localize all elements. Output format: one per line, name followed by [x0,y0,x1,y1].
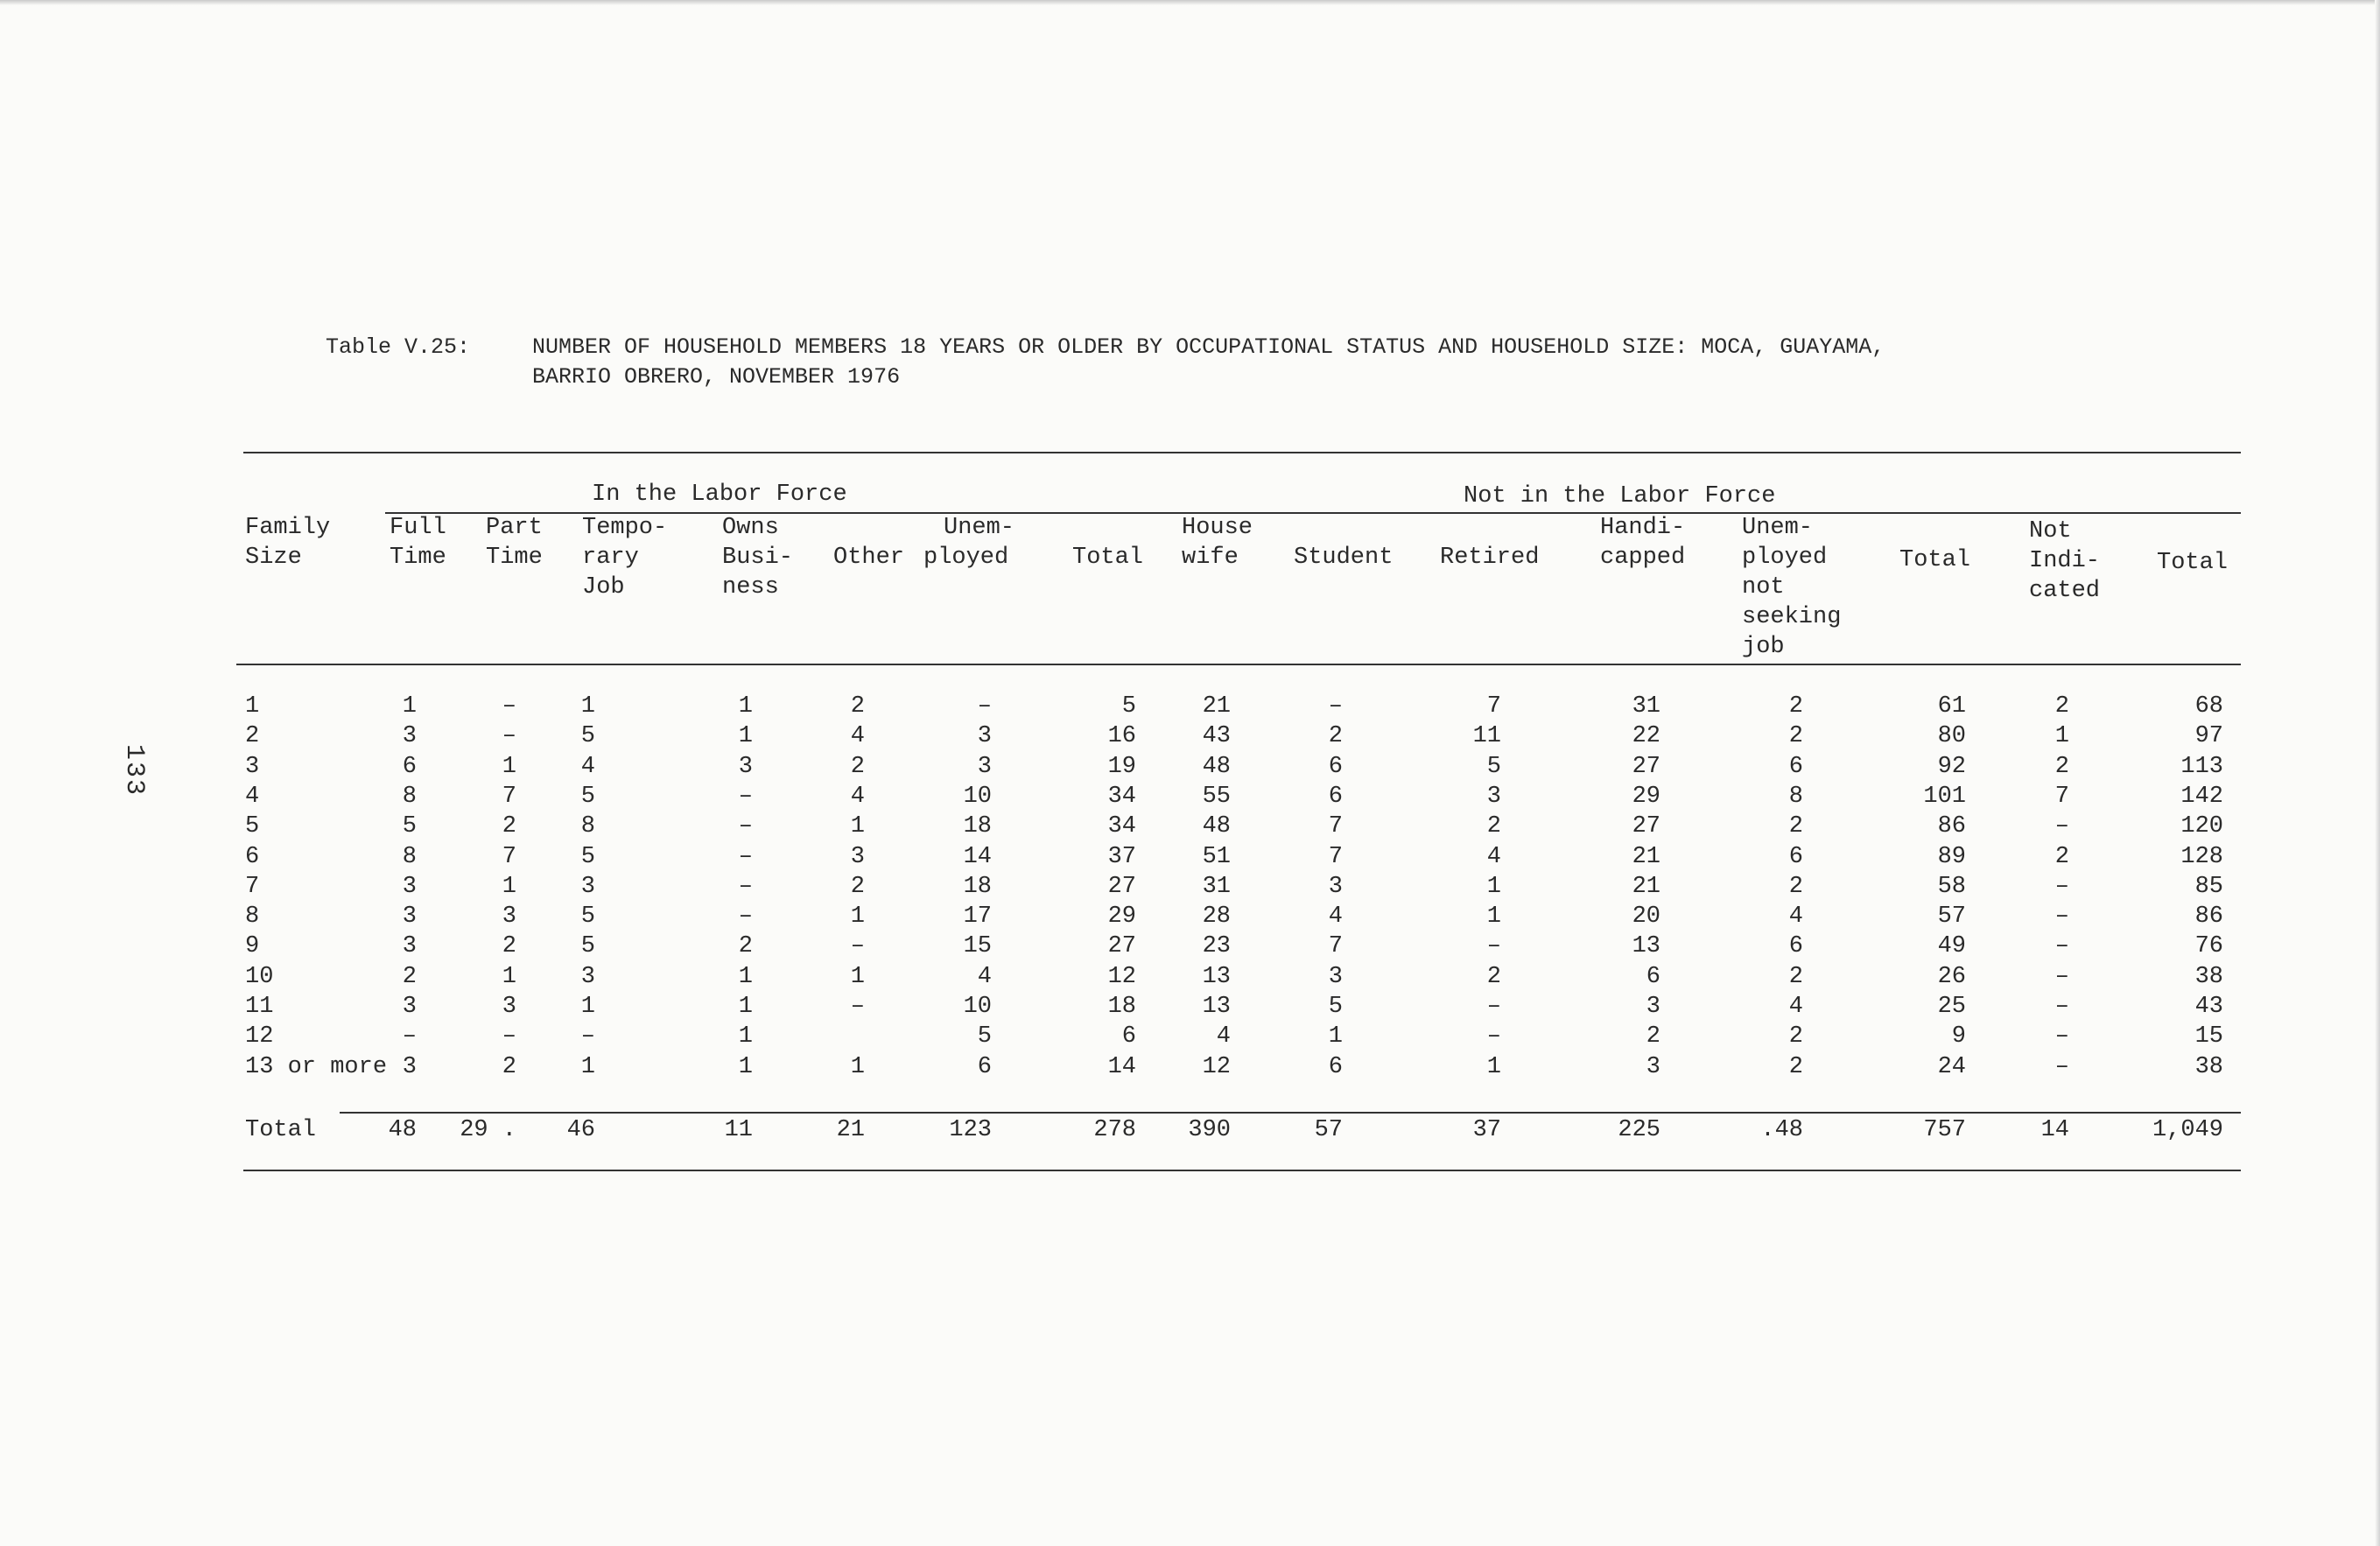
cell-grand-total: 113 [2180,754,2223,780]
total-temporary-job: 46 [566,1117,595,1143]
row-family-size: 7 [245,874,260,900]
cell-grand-total: 142 [2180,784,2223,810]
cell-handicapped: 13 [1632,933,1660,959]
cell-grand-total: 38 [2194,1054,2223,1080]
cell-labor-force-total: 27 [1107,874,1136,900]
cell-unemployed-not-seeking: 2 [1788,813,1803,840]
total-grand-total: 1,049 [2152,1117,2223,1143]
cell-unemployed: 6 [977,1054,992,1080]
cell-unemployed-not-seeking: 6 [1788,754,1803,780]
cell-part-time: – [502,1023,516,1050]
page-number: 133 [119,744,149,798]
cell-part-time: 3 [502,903,516,930]
cell-unemployed-not-seeking: 4 [1788,994,1803,1020]
cell-grand-total: 128 [2180,844,2223,870]
cell-not-labor-force-total: 101 [1923,784,1966,810]
cell-retired: 5 [1486,754,1501,780]
cell-unemployed-not-seeking: 4 [1788,903,1803,930]
cell-full-time: 5 [402,813,417,840]
cell-student: 3 [1328,964,1343,990]
cell-unemployed-not-seeking: 2 [1788,723,1803,749]
cell-other: 1 [850,1054,865,1080]
cell-owns-business: 1 [738,994,753,1020]
cell-other: 2 [850,874,865,900]
row-family-size: 10 [245,964,274,990]
cell-owns-business: – [738,844,753,870]
cell-owns-business: 1 [738,1023,753,1050]
cell-labor-force-total: 19 [1107,754,1136,780]
cell-retired: – [1486,1023,1501,1050]
cell-handicapped: 31 [1632,693,1660,720]
cell-not-indicated: 7 [2054,784,2069,810]
cell-grand-total: 120 [2180,813,2223,840]
cell-not-indicated: – [2054,874,2069,900]
total-full-time: 48 [388,1117,417,1143]
cell-retired: 1 [1486,1054,1501,1080]
total-housewife: 390 [1188,1117,1231,1143]
row-family-size: 8 [245,903,260,930]
cell-not-indicated: 2 [2054,754,2069,780]
row-family-size: 2 [245,723,260,749]
cell-other: 4 [850,723,865,749]
cell-owns-business: – [738,784,753,810]
cell-handicapped: 27 [1632,813,1660,840]
cell-housewife: 31 [1202,874,1231,900]
cell-housewife: 48 [1202,813,1231,840]
cell-part-time: 2 [502,1054,516,1080]
cell-housewife: 55 [1202,784,1231,810]
cell-part-time: 1 [502,754,516,780]
cell-grand-total: 68 [2194,693,2223,720]
cell-not-labor-force-total: 80 [1937,723,1966,749]
page-right-edge [2375,0,2380,1546]
cell-labor-force-total: 37 [1107,844,1136,870]
cell-part-time: 1 [502,874,516,900]
total-unemployed: 123 [949,1117,992,1143]
cell-handicapped: 27 [1632,754,1660,780]
cell-owns-business: – [738,903,753,930]
cell-part-time: 2 [502,813,516,840]
row-family-size: 6 [245,844,260,870]
cell-unemployed: 5 [977,1023,992,1050]
total-not-indicated: 14 [2040,1117,2069,1143]
cell-housewife: 12 [1202,1054,1231,1080]
cell-retired: 1 [1486,874,1501,900]
cell-grand-total: 97 [2194,723,2223,749]
cell-housewife: 43 [1202,723,1231,749]
cell-student: 6 [1328,754,1343,780]
group-heading-not-labor-force: Not in the Labor Force [1464,483,1776,509]
page-top-edge [0,0,2380,5]
table-top-rule [243,452,2241,453]
cell-handicapped: 21 [1632,844,1660,870]
cell-other: 4 [850,784,865,810]
cell-temporary-job: 5 [580,844,595,870]
cell-unemployed: 14 [963,844,992,870]
caption-title-line-2: BARRIO OBRERO, NOVEMBER 1976 [532,364,901,390]
cell-temporary-job: – [580,1023,595,1050]
cell-owns-business: 1 [738,1054,753,1080]
cell-full-time: 3 [402,723,417,749]
cell-not-labor-force-total: 9 [1951,1023,1966,1050]
cell-not-labor-force-total: 86 [1937,813,1966,840]
cell-not-labor-force-total: 26 [1937,964,1966,990]
cell-full-time: – [402,1023,417,1050]
cell-not-labor-force-total: 49 [1937,933,1966,959]
cell-unemployed-not-seeking: 6 [1788,933,1803,959]
cell-retired: 7 [1486,693,1501,720]
cell-housewife: 13 [1202,964,1231,990]
cell-temporary-job: 3 [580,964,595,990]
cell-handicapped: 2 [1646,1023,1660,1050]
cell-housewife: 23 [1202,933,1231,959]
cell-grand-total: 38 [2194,964,2223,990]
cell-housewife: 13 [1202,994,1231,1020]
cell-part-time: – [502,693,516,720]
cell-other: 1 [850,813,865,840]
row-family-size: 13 or more [245,1054,388,1080]
cell-retired: 3 [1486,784,1501,810]
cell-retired: 1 [1486,903,1501,930]
cell-owns-business: – [738,813,753,840]
cell-full-time: 1 [402,693,417,720]
cell-unemployed: 3 [977,754,992,780]
cell-unemployed-not-seeking: 2 [1788,693,1803,720]
cell-not-indicated: – [2054,813,2069,840]
cell-handicapped: 22 [1632,723,1660,749]
row-family-size: 5 [245,813,260,840]
row-family-size: 1 [245,693,260,720]
cell-not-indicated: 2 [2054,693,2069,720]
cell-grand-total: 43 [2194,994,2223,1020]
cell-owns-business: 1 [738,693,753,720]
cell-temporary-job: 1 [580,1054,595,1080]
cell-unemployed-not-seeking: 2 [1788,874,1803,900]
cell-full-time: 3 [402,903,417,930]
cell-temporary-job: 3 [580,874,595,900]
cell-labor-force-total: 27 [1107,933,1136,959]
cell-full-time: 3 [402,933,417,959]
cell-not-indicated: – [2054,1023,2069,1050]
cell-labor-force-total: 29 [1107,903,1136,930]
cell-retired: 11 [1472,723,1501,749]
total-other: 21 [836,1117,865,1143]
cell-temporary-job: 5 [580,933,595,959]
total-retired: 37 [1472,1117,1501,1143]
cell-part-time: 1 [502,964,516,990]
cell-housewife: 28 [1202,903,1231,930]
cell-full-time: 3 [402,874,417,900]
cell-other: 1 [850,964,865,990]
total-not-labor-force-total: 757 [1923,1117,1966,1143]
cell-labor-force-total: 34 [1107,813,1136,840]
cell-full-time: 3 [402,1054,417,1080]
cell-not-labor-force-total: 25 [1937,994,1966,1020]
cell-temporary-job: 8 [580,813,595,840]
cell-labor-force-total: 5 [1121,693,1136,720]
cell-temporary-job: 5 [580,903,595,930]
cell-housewife: 4 [1216,1023,1231,1050]
cell-full-time: 8 [402,844,417,870]
cell-other: 2 [850,754,865,780]
cell-student: 1 [1328,1023,1343,1050]
cell-temporary-job: 4 [580,754,595,780]
cell-student: 5 [1328,994,1343,1020]
cell-owns-business: 1 [738,723,753,749]
cell-handicapped: 20 [1632,903,1660,930]
row-family-size: 12 [245,1023,274,1050]
cell-full-time: 3 [402,994,417,1020]
cell-unemployed-not-seeking: 2 [1788,964,1803,990]
cell-other: 1 [850,903,865,930]
cell-not-indicated: 2 [2054,844,2069,870]
cell-unemployed: 10 [963,784,992,810]
cell-unemployed-not-seeking: 2 [1788,1054,1803,1080]
cell-handicapped: 6 [1646,964,1660,990]
row-family-size: 4 [245,784,260,810]
cell-part-time: 7 [502,844,516,870]
cell-student: 7 [1328,933,1343,959]
cell-handicapped: 21 [1632,874,1660,900]
total-student: 57 [1314,1117,1343,1143]
header-bottom-rule [236,664,2241,665]
cell-retired: 2 [1486,813,1501,840]
cell-part-time: – [502,723,516,749]
cell-handicapped: 29 [1632,784,1660,810]
cell-retired: 2 [1486,964,1501,990]
cell-unemployed-not-seeking: 8 [1788,784,1803,810]
cell-unemployed: 18 [963,874,992,900]
cell-student: 7 [1328,813,1343,840]
cell-owns-business: 3 [738,754,753,780]
cell-handicapped: 3 [1646,994,1660,1020]
cell-temporary-job: 1 [580,693,595,720]
cell-not-labor-force-total: 89 [1937,844,1966,870]
cell-labor-force-total: 6 [1121,1023,1136,1050]
cell-student: 6 [1328,784,1343,810]
caption-title-line-1: NUMBER OF HOUSEHOLD MEMBERS 18 YEARS OR OLDER BY OCCUPATIONAL STATUS AND HOUSEHOLD SIZE: MOCA, GUAYAMA, [532,334,1885,360]
row-family-size: 3 [245,754,260,780]
cell-part-time: 7 [502,784,516,810]
total-labor-force-total: 278 [1093,1117,1136,1143]
cell-owns-business: 2 [738,933,753,959]
cell-labor-force-total: 12 [1107,964,1136,990]
group-heading-labor-force: In the Labor Force [592,481,847,508]
cell-labor-force-total: 18 [1107,994,1136,1020]
cell-labor-force-total: 34 [1107,784,1136,810]
cell-part-time: 3 [502,994,516,1020]
cell-part-time: 2 [502,933,516,959]
cell-unemployed-not-seeking: 6 [1788,844,1803,870]
cell-other: – [850,933,865,959]
table-bottom-rule [243,1170,2241,1171]
cell-labor-force-total: 16 [1107,723,1136,749]
cell-retired: 4 [1486,844,1501,870]
cell-retired: – [1486,933,1501,959]
cell-not-indicated: – [2054,1054,2069,1080]
cell-not-indicated: – [2054,964,2069,990]
cell-labor-force-total: 14 [1107,1054,1136,1080]
cell-student: 6 [1328,1054,1343,1080]
cell-grand-total: 15 [2194,1023,2223,1050]
cell-full-time: 2 [402,964,417,990]
total-row-label: Total [245,1117,317,1143]
cell-temporary-job: 1 [580,994,595,1020]
cell-unemployed: 17 [963,903,992,930]
cell-grand-total: 76 [2194,933,2223,959]
caption-label: Table V.25: [326,334,471,360]
cell-unemployed: 15 [963,933,992,959]
cell-full-time: 6 [402,754,417,780]
total-handicapped: 225 [1618,1117,1660,1143]
cell-other: 3 [850,844,865,870]
row-family-size: 11 [245,994,274,1020]
cell-other: – [850,994,865,1020]
cell-not-indicated: – [2054,903,2069,930]
cell-student: 7 [1328,844,1343,870]
cell-student: 3 [1328,874,1343,900]
cell-housewife: 21 [1202,693,1231,720]
cell-not-indicated: – [2054,994,2069,1020]
cell-not-labor-force-total: 58 [1937,874,1966,900]
cell-grand-total: 85 [2194,874,2223,900]
row-family-size: 9 [245,933,260,959]
cell-other: 2 [850,693,865,720]
total-unemployed-not-seeking: .48 [1760,1117,1803,1143]
cell-full-time: 8 [402,784,417,810]
cell-not-indicated: 1 [2054,723,2069,749]
cell-student: 4 [1328,903,1343,930]
cell-student: 2 [1328,723,1343,749]
cell-owns-business: – [738,874,753,900]
total-part-time: 29 . [460,1117,516,1143]
cell-not-labor-force-total: 92 [1937,754,1966,780]
cell-student: – [1328,693,1343,720]
cell-unemployed: 18 [963,813,992,840]
cell-unemployed-not-seeking: 2 [1788,1023,1803,1050]
cell-handicapped: 3 [1646,1054,1660,1080]
cell-owns-business: 1 [738,964,753,990]
cell-temporary-job: 5 [580,784,595,810]
cell-unemployed: 4 [977,964,992,990]
cell-unemployed: – [977,693,992,720]
cell-grand-total: 86 [2194,903,2223,930]
cell-temporary-job: 5 [580,723,595,749]
total-top-rule [340,1112,2241,1114]
cell-unemployed: 10 [963,994,992,1020]
cell-retired: – [1486,994,1501,1020]
cell-not-indicated: – [2054,933,2069,959]
cell-unemployed: 3 [977,723,992,749]
cell-not-labor-force-total: 57 [1937,903,1966,930]
cell-housewife: 48 [1202,754,1231,780]
total-owns-business: 11 [724,1117,753,1143]
cell-housewife: 51 [1202,844,1231,870]
cell-not-labor-force-total: 24 [1937,1054,1966,1080]
cell-not-labor-force-total: 61 [1937,693,1966,720]
